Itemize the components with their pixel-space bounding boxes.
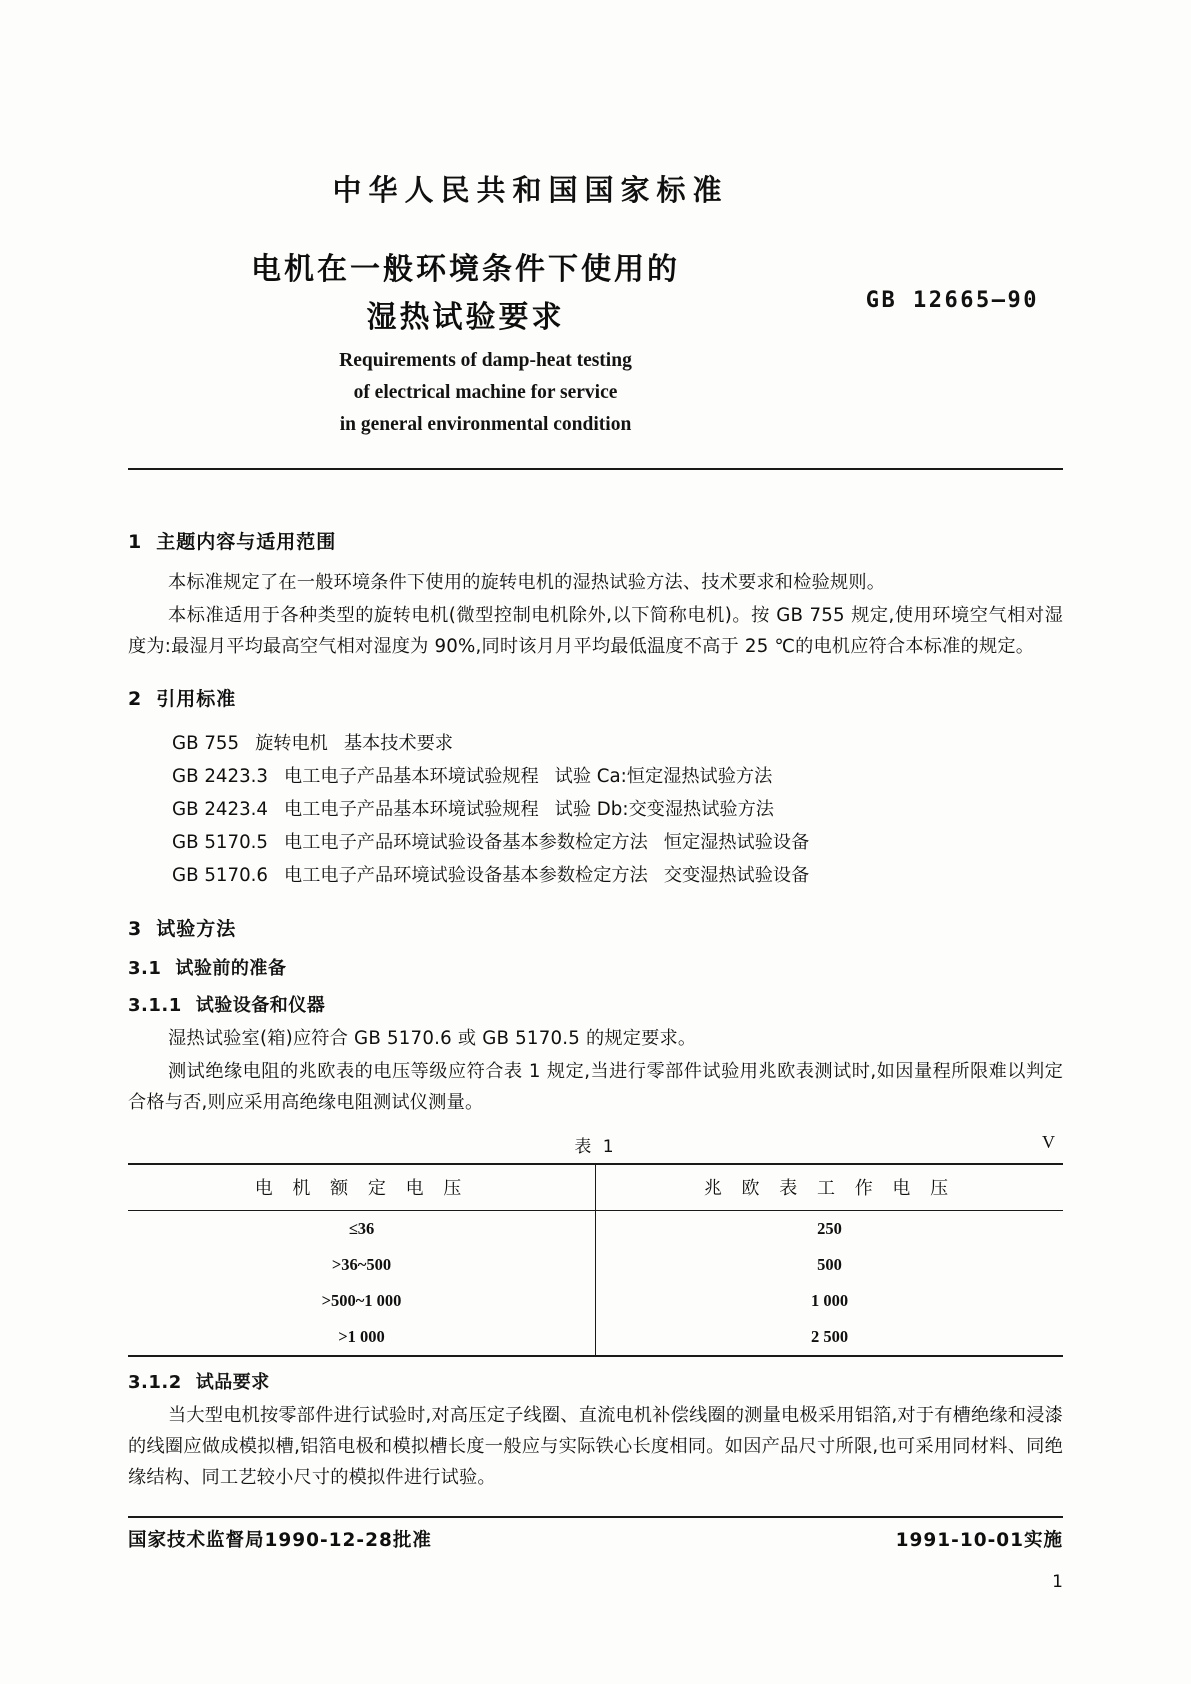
list-item	[172, 826, 1063, 859]
section-heading-1	[128, 527, 1063, 554]
reference-title: 电工电子产品基本环境试验规程	[284, 766, 539, 787]
footer-approval: 国家技术监督局1990-12-28批准	[128, 1530, 432, 1551]
footer-implementation: 1991-10-01实施	[895, 1530, 1063, 1551]
section-number-1: 1	[128, 531, 143, 553]
table-cell-megohmmeter-voltage: 1 000	[810, 1291, 849, 1310]
section-number-3-1: 3.1	[128, 958, 162, 979]
section-title-3-1: 试验前的准备	[175, 958, 287, 979]
footer	[128, 1526, 1063, 1560]
table-cell-rated-voltage: >500~1 000	[128, 1283, 596, 1319]
section-title-3-1-2: 试品要求	[195, 1372, 270, 1393]
section-heading-3-1-1	[128, 991, 1063, 1017]
reference-title: 旋转电机	[255, 733, 328, 754]
table-1-unit: V	[1042, 1132, 1055, 1152]
section-3-1-1-paragraph-2: 测试绝缘电阻的兆欧表的电压等级应符合表 1 规定,当进行零部件试验用兆欧表测试时,如因量程所限难以判定合格与否,则应采用高绝缘电阻测试仪测量。	[128, 1061, 1063, 1113]
table-column-header-megohmmeter-voltage: 兆 欧 表 工 作 电 压	[596, 1164, 1064, 1211]
reference-title: 电工电子产品基本环境试验规程	[284, 799, 539, 820]
list-item	[172, 760, 1063, 793]
list-item	[172, 793, 1063, 826]
section-number-2: 2	[128, 688, 143, 710]
english-title-line-3: in general environmental condition	[339, 414, 632, 435]
reference-title: 电工电子产品环境试验设备基本参数检定方法	[284, 832, 648, 853]
standard-number: GB 12665—90	[865, 288, 1039, 313]
document-body	[128, 505, 1063, 1495]
section-number-3-1-1: 3.1.1	[128, 995, 182, 1016]
reference-extra: 恒定湿热试验设备	[663, 832, 810, 853]
table-1-caption-row	[128, 1132, 1063, 1158]
section-3-1-1-paragraph-1: 湿热试验室(箱)应符合 GB 5170.6 或 GB 5170.5 的规定要求。	[168, 1028, 697, 1049]
table-1	[128, 1163, 1063, 1357]
section-1-paragraph-1: 本标准规定了在一般环境条件下使用的旋转电机的湿热试验方法、技术要求和检验规则。	[168, 572, 886, 593]
section-number-3: 3	[128, 918, 143, 940]
table-row	[128, 1283, 1063, 1319]
reference-extra: 基本技术要求	[343, 733, 453, 754]
document-title-line-2: 湿热试验要求	[366, 300, 565, 335]
section-1-paragraph-2: 本标准适用于各种类型的旋转电机(微型控制电机除外,以下简称电机)。按 GB 755 规定,使用环境空气相对湿度为:最湿月平均最高空气相对湿度为 90%,同时该月月平均最低温度不高于 25 ℃的电机应符合本标准的规定。	[128, 605, 1063, 657]
header-divider	[128, 468, 1063, 470]
page-number: 1	[1052, 1572, 1063, 1592]
section-heading-3-1	[128, 954, 1063, 980]
reference-code: GB 2423.4	[172, 799, 268, 820]
referenced-standards-list	[128, 727, 1063, 892]
table-cell-rated-voltage: ≤36	[128, 1211, 596, 1248]
reference-extra: 试验 Db:交变湿热试验方法	[554, 799, 774, 820]
table-row	[128, 1211, 1063, 1248]
list-item	[172, 727, 1063, 760]
english-title-line-1: Requirements of damp-heat testing	[339, 350, 632, 371]
table-cell-rated-voltage: >1 000	[128, 1319, 596, 1356]
reference-code: GB 5170.6	[172, 865, 268, 886]
table-1-block	[128, 1132, 1063, 1357]
list-item	[172, 859, 1063, 892]
table-column-header-rated-voltage: 电 机 额 定 电 压	[128, 1164, 596, 1211]
reference-code: GB 5170.5	[172, 832, 268, 853]
reference-code: GB 755	[172, 733, 240, 754]
footer-divider	[128, 1516, 1063, 1518]
section-title-3: 试验方法	[156, 918, 237, 940]
section-heading-3-1-2	[128, 1368, 1063, 1394]
section-heading-3	[128, 914, 1063, 941]
table-cell-rated-voltage: >36~500	[128, 1247, 596, 1283]
section-title-1: 主题内容与适用范围	[156, 531, 337, 553]
reference-extra: 交变湿热试验设备	[663, 865, 810, 886]
reference-extra: 试验 Ca:恒定湿热试验方法	[554, 766, 773, 787]
national-standard-label: 中华人民共和国国家标准	[332, 173, 729, 207]
table-cell-megohmmeter-voltage: 500	[817, 1255, 842, 1274]
table-header-row	[128, 1164, 1063, 1211]
reference-title: 电工电子产品环境试验设备基本参数检定方法	[284, 865, 648, 886]
table-1-caption: 表 1	[574, 1137, 617, 1157]
section-3-1-2-paragraph-1: 当大型电机按零部件进行试验时,对高压定子线圈、直流电机补偿线圈的测量电极采用铝箔,对于有槽绝缘和浸漆的线圈应做成模拟槽,铝箔电极和模拟槽长度一般应与实际铁心长度相同。如因产品尺寸所限,也可采用同材料、同绝缘结构、同工艺较小尺寸的模拟件进行试验。	[128, 1405, 1063, 1488]
masthead	[0, 168, 1191, 209]
section-heading-2	[128, 684, 1063, 711]
table-row	[128, 1247, 1063, 1283]
section-title-2: 引用标准	[156, 688, 237, 710]
table-cell-megohmmeter-voltage: 250	[817, 1219, 842, 1238]
reference-code: GB 2423.3	[172, 766, 268, 787]
document-title-line-1: 电机在一般环境条件下使用的	[251, 252, 680, 287]
table-cell-megohmmeter-voltage: 2 500	[596, 1319, 1064, 1356]
table-row	[128, 1319, 1063, 1356]
english-title	[0, 345, 1081, 441]
english-title-line-2: of electrical machine for service	[353, 382, 618, 403]
section-number-3-1-2: 3.1.2	[128, 1372, 182, 1393]
section-title-3-1-1: 试验设备和仪器	[195, 995, 326, 1016]
